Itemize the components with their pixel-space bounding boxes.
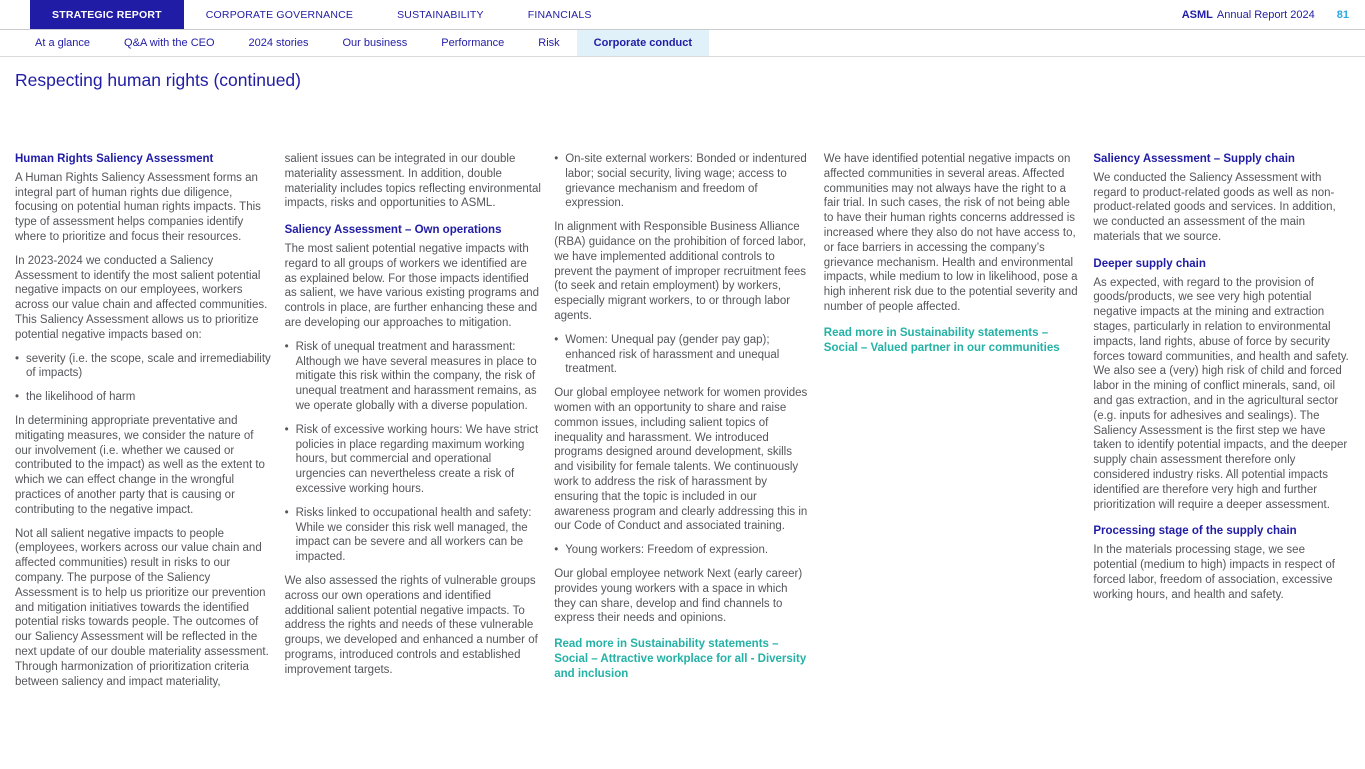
text-column-3 [554, 152, 811, 698]
sub-tab-at-a-glance[interactable]: At a glance [35, 37, 91, 49]
report-section-tabs [30, 0, 614, 29]
text-column-5 [1093, 152, 1350, 698]
chapter-tabs [0, 30, 1365, 57]
top-navigation-bar [0, 0, 1365, 30]
section-heading: Saliency Assessment – Supply chain [1093, 153, 1295, 165]
bullet-item: • Risks linked to occupational health and safety: While we consider this risk well managed, the impact can be severe and all workers can be impacted. [285, 506, 542, 565]
bullet-list [554, 543, 811, 558]
body-paragraph: Our global employee network for women provides women with an opportunity to share and raise common issues, including salient topics of inequality and harassment. We introduced programs designed around development, skills and visibility for female talents. We continuously work to address the risk of harassment by ensuring that the topic is included in our awareness program and clearly addressing this in our Code of Conduct and associated training. [554, 387, 808, 533]
bullet-list [554, 152, 811, 211]
body-paragraph: salient issues can be integrated in our double materiality assessment. In addition, double materiality includes topics reflecting environmental impacts, risks and opportunities to ASML. [284, 153, 541, 210]
body-paragraph: In the materials processing stage, we see potential (medium to high) impacts in respect of forced labor, freedom of association, excessive working hours, and health and safety. [1093, 544, 1336, 601]
bullet-item: • Risk of excessive working hours: We have strict policies in place regarding maximum working hours, but commercial and operational urgencies can nevertheless create a risk of excessive working hours. [285, 423, 542, 497]
bullet-item: • the likelihood of harm [15, 390, 272, 405]
bullet-item: • severity (i.e. the scope, scale and irremediability of impacts) [15, 352, 272, 382]
read-more-link[interactable]: Read more in Sustainability statements – Social – Valued partner in our communities [823, 326, 1060, 354]
sub-tab-2024-stories[interactable]: 2024 stories [248, 37, 309, 49]
body-paragraph: We have identified potential negative impacts on affected communities in several areas. Affected communities may not always have the right to a fair trial. In such cases, the risk of not being able to have their human rights concerns addressed is increased where they also do not have access to, or face barriers in accessing the company’s grievance mechanism. Health and environmental impacts, while medium to low in likelihood, pose a high inherent risk due to the potential severity and number of people affected. [823, 153, 1078, 313]
report-name: Annual Report 2024 [1216, 8, 1315, 21]
sub-tab-our-business[interactable]: Our business [342, 37, 408, 49]
body-paragraph: In determining appropriate preventative and mitigating measures, we consider the nature of our involvement (i.e. whether we caused or contributed to the impact) as well as the extent to which we can effect change in the wrongful practices of another party that is causing or contributing to the negative impact. [15, 414, 265, 516]
text-column-4 [824, 152, 1081, 698]
body-paragraph: In alignment with Responsible Business Alliance (RBA) guidance on the prohibition of forced labor, we have implemented additional controls to prevent the payment of improper recruitment fees (to seek and retain employment) by workers, especially migrant workers, to or through labor agents. [554, 221, 807, 322]
body-paragraph: As expected, with regard to the provision of goods/products, we see very high potential negative impacts at the mining and extraction stages, particularly in relation to environmental impacts, land rights, abuse of force by security forces toward communities, and health and safety. We also see a (very) high risk of child and forced labor in the mining of conflict minerals, sand, oil and gas extraction, and in the agricultural sector (e.g. inputs for adhesives and sealings). The Saliency Assessment is the first step we have taken to identify potential impacts, and the deeper supply chain assessment therefore only considered industry risks. All potential impacts identified are therefore very high and further prioritization will require a deeper assessment. [1093, 276, 1349, 511]
report-header [1182, 0, 1349, 29]
body-paragraph: We conducted the Saliency Assessment with regard to product-related goods as well as non-product-related goods and services. In addition, we conducted an assessment of the main materials that we source. [1093, 171, 1336, 243]
bullet-item: • Young workers: Freedom of expression. [554, 543, 811, 558]
body-paragraph: Not all salient negative impacts to people (employees, workers across our value chain and affected communities) result in risks to our company. The purpose of the Saliency Assessment is to help us prioritize our prevention and mitigation initiatives towards the identified potential risks towards people. The outcomes of our Saliency Assessment will be reflected in the next update of our double materiality assessment. Through harmonization of prioritization criteria between saliency and impact materiality, [15, 527, 269, 688]
text-column-2 [285, 152, 542, 698]
bullet-list [285, 340, 542, 565]
read-more-link[interactable]: Read more in Sustainability statements – Social – Attractive workplace for all - Diversity and inclusion [554, 638, 807, 680]
sub-tab-performance[interactable]: Performance [441, 37, 505, 49]
bullet-item: • On-site external workers: Bonded or indentured labor; social security, living wage; access to grievance mechanism and freedom of expression. [554, 152, 811, 211]
section-heading: Deeper supply chain [1093, 257, 1206, 270]
body-paragraph: The most salient potential negative impacts with regard to all groups of workers we identified are as explained below. For those impacts identified as salient, we have various existing programs and controls in place, are further enhancing these and are developing our approaches to mitigation. [284, 242, 540, 329]
body-paragraph: Our global employee network Next (early career) provides young workers with a space in which they can share, develop and find channels to express their needs and opinions. [554, 567, 803, 625]
sub-tab-risk[interactable]: Risk [538, 37, 560, 49]
top-tab-corporate-governance[interactable]: CORPORATE GOVERNANCE [205, 8, 354, 21]
bullet-item: • Women: Unequal pay (gender pay gap); enhanced risk of harassment and unequal treatment. [554, 333, 811, 377]
brand-name: ASML [1181, 8, 1213, 21]
section-heading: Processing stage of the supply chain [1093, 525, 1297, 538]
top-tab-strategic-report[interactable]: STRATEGIC REPORT [30, 0, 184, 29]
body-paragraph: We also assessed the rights of vulnerable groups across our own operations and identified additional salient potential negative impacts. To address the rights and needs of these vulnerable groups, we developed and enhanced a number of programs, introduced controls and established improvement targets. [284, 574, 538, 676]
page-number: 81 [1336, 8, 1349, 21]
article-columns [15, 152, 1350, 698]
bullet-item: • Risk of unequal treatment and harassment: Although we have several measures in place to mitigate this risk within the company, the risk of unequal treatment and harassment remains, as we operate globally with a diverse population. [285, 340, 542, 414]
sub-tab-q-a-with-the-ceo[interactable]: Q&A with the CEO [124, 37, 215, 49]
body-paragraph: In 2023-2024 we conducted a Saliency Assessment to identify the most salient potential negative impacts on our employees, workers across our value chain and affected communities. This Saliency Assessment allows us to prioritize potential negative impacts based on: [15, 254, 268, 341]
top-tab-financials[interactable]: FINANCIALS [527, 8, 592, 21]
section-heading: Human Rights Saliency Assessment [15, 153, 214, 165]
page-title: Respecting human rights (continued) [15, 70, 301, 90]
bullet-list [15, 352, 272, 405]
body-paragraph: A Human Rights Saliency Assessment forms an integral part of human rights due diligence, focusing on potential human rights impacts. This type of assessment helps companies identify where to prioritize and focus their resources. [15, 171, 261, 243]
sub-tab-corporate-conduct[interactable]: Corporate conduct [577, 30, 709, 56]
bullet-list [554, 333, 811, 377]
section-heading: Saliency Assessment – Own operations [284, 224, 502, 237]
top-tab-sustainability[interactable]: SUSTAINABILITY [397, 8, 484, 21]
text-column-1 [15, 152, 272, 698]
